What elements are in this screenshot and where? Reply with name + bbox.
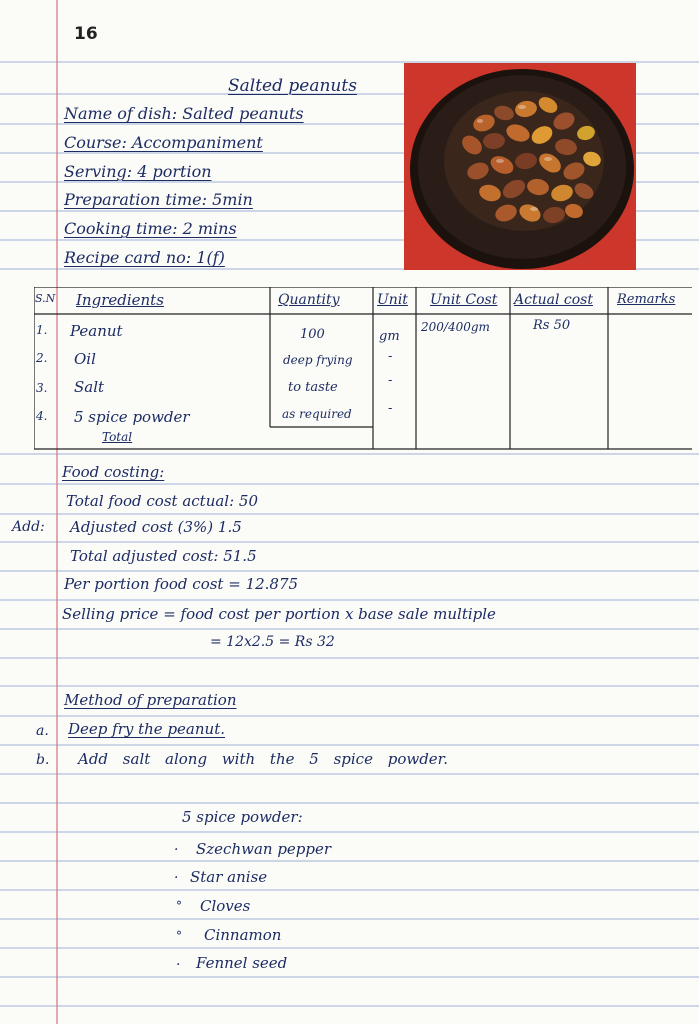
ingredients-table-grid: [34, 287, 692, 451]
table-total-label: Total: [102, 430, 133, 444]
dish-name-line: Name of dish: Salted peanuts: [64, 104, 304, 123]
header-actual-cost: Actual cost: [514, 292, 593, 308]
header-unit-cost: Unit Cost: [430, 292, 498, 308]
method-step-b-text: Add salt along with the 5 spice powder.: [78, 750, 448, 768]
method-step-a-marker: a.: [36, 723, 49, 739]
header-ingredients: Ingredients: [76, 291, 164, 309]
row3-quantity: to taste: [288, 380, 338, 395]
header-unit: Unit: [377, 292, 408, 308]
serving-line: Serving: 4 portion: [64, 162, 212, 181]
costing-line-1: Total food cost actual: 50: [66, 492, 258, 510]
costing-heading: Food costing:: [62, 463, 165, 481]
cooking-time-line: Cooking time: 2 mins: [64, 219, 237, 238]
spice-bullet-3: °: [176, 899, 182, 913]
costing-line-4: Per portion food cost = 12.875: [64, 575, 299, 593]
spice-heading: 5 spice powder:: [182, 808, 303, 826]
costing-line-6: = 12x2.5 = Rs 32: [210, 634, 335, 650]
row1-sn: 1.: [36, 323, 48, 337]
row3-ingredient: Salt: [74, 378, 105, 396]
spice-item-5: Fennel seed: [196, 954, 288, 972]
method-step-a-text: Deep fry the peanut.: [68, 720, 225, 738]
page-number: 16: [74, 24, 98, 44]
spice-item-1: Szechwan pepper: [196, 840, 332, 858]
spice-bullet-2: ·: [174, 870, 179, 886]
row1-unit-cost: 200/400gm: [421, 320, 490, 334]
row1-unit: gm: [379, 329, 400, 344]
recipe-title: Salted peanuts: [228, 76, 357, 96]
header-quantity: Quantity: [278, 292, 340, 308]
prep-time-line: Preparation time: 5min: [64, 190, 253, 209]
row3-unit: -: [388, 373, 393, 388]
spice-bullet-4: °: [176, 929, 182, 943]
spice-item-3: Cloves: [200, 897, 251, 915]
spice-bullet-1: ·: [174, 842, 179, 858]
row2-unit: -: [388, 349, 393, 364]
row1-quantity: 100: [300, 327, 325, 342]
row4-sn: 4.: [36, 409, 48, 423]
spice-bullet-5: ·: [176, 957, 181, 973]
costing-line-3: Total adjusted cost: 51.5: [70, 547, 257, 565]
course-line: Course: Accompaniment: [64, 133, 263, 152]
row2-ingredient: Oil: [74, 350, 96, 368]
method-step-b-marker: b.: [36, 752, 50, 768]
row4-ingredient: 5 spice powder: [74, 408, 190, 426]
spice-item-4: Cinnamon: [204, 926, 282, 944]
row4-quantity: as required: [282, 407, 352, 421]
row2-sn: 2.: [36, 351, 48, 365]
costing-add-label: Add:: [12, 519, 45, 535]
costing-line-2: Adjusted cost (3%) 1.5: [70, 518, 242, 536]
peanut-bowl-photo: [404, 63, 636, 270]
row2-quantity: deep frying: [283, 353, 353, 367]
row3-sn: 3.: [36, 381, 48, 395]
row4-unit: -: [388, 401, 393, 416]
row1-actual-cost: Rs 50: [533, 318, 571, 333]
header-remarks: Remarks: [617, 292, 676, 307]
spice-item-2: Star anise: [190, 868, 268, 886]
method-heading: Method of preparation: [64, 691, 237, 709]
header-sn: S.N: [35, 292, 56, 305]
recipe-card-line: Recipe card no: 1(f): [64, 248, 225, 267]
row1-ingredient: Peanut: [70, 322, 123, 340]
costing-line-5: Selling price = food cost per portion x base sale multiple: [62, 605, 496, 623]
